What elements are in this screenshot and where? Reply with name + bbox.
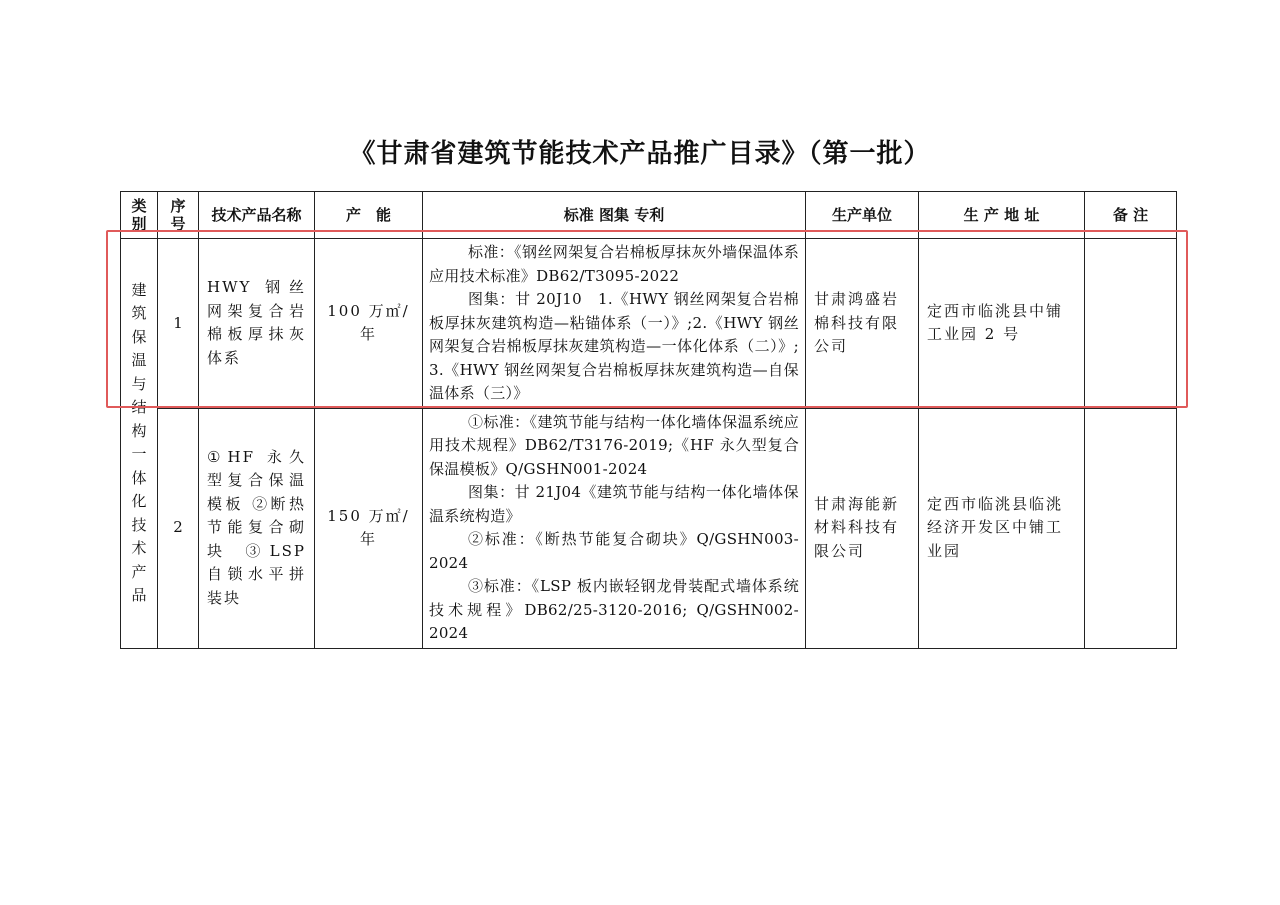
- row-standards: [423, 239, 806, 409]
- header-address: 生 产 地 址: [919, 192, 1085, 239]
- table-header-row: [121, 192, 1177, 239]
- header-category: 类别: [121, 192, 158, 239]
- standard-line: 图集：甘 20J10 1.《HWY 钢丝网架复合岩棉板厚抹灰建筑构造—粘锚体系（一）》;2.《HWY 钢丝网架复合岩棉板厚抹灰建筑构造—一体化体系（二）》; 3.《HWY 钢丝网架复合岩棉板厚抹灰建筑构造—自保温体系（三）》: [429, 290, 799, 402]
- row-address: 定西市临洮县中铺工业园 2 号: [919, 239, 1085, 409]
- row-seq: 2: [158, 408, 199, 648]
- standard-line: ①标准：《建筑节能与结构一体化墙体保温系统应用技术规程》DB62/T3176-2019;《HF 永久型复合保温模板》Q/GSHN001-2024: [429, 412, 799, 478]
- row-notes: [1085, 239, 1177, 409]
- header-manufacturer: 生产单位: [806, 192, 919, 239]
- category-cell: [121, 239, 158, 649]
- row-seq: 1: [158, 239, 199, 409]
- table-row: [121, 239, 1177, 409]
- standard-line: 图集：甘 21J04《建筑节能与结构一体化墙体保温系统构造》: [429, 483, 799, 525]
- row-address: 定西市临洮县临洮经济开发区中铺工业园: [919, 408, 1085, 648]
- product-catalog-table: [120, 191, 1177, 649]
- table-row: [121, 408, 1177, 648]
- category-label: 建筑保温与结构一体化技术产品: [131, 280, 147, 605]
- row-manufacturer: 甘肃海能新材料科技有限公司: [806, 408, 919, 648]
- standard-line: ③标准：《LSP 板内嵌轻钢龙骨装配式墙体系统技术规程》DB62/25-3120-2016; Q/GSHN002-2024: [429, 577, 799, 642]
- row-manufacturer: 甘肃鸿盛岩棉科技有限公司: [806, 239, 919, 409]
- row-product-name: HWY 钢丝网架复合岩棉板厚抹灰体系: [199, 239, 315, 409]
- row-standards: [423, 408, 806, 648]
- row-notes: [1085, 408, 1177, 648]
- header-product-name: 技术产品名称: [199, 192, 315, 239]
- standard-line: 标准：《钢丝网架复合岩棉板厚抹灰外墙保温体系应用技术标准》DB62/T3095-2022: [429, 243, 799, 285]
- header-capacity: 产 能: [315, 192, 423, 239]
- page-title: 《甘肃省建筑节能技术产品推广目录》（第一批）: [349, 139, 931, 169]
- header-notes: 备 注: [1085, 192, 1177, 239]
- row-product-name: ①HF 永久型复合保温模板 ②断热节能复合砌块 ③LSP 自锁水平拼装块: [199, 408, 315, 648]
- header-seq: 序号: [158, 192, 199, 239]
- row-capacity: 150 万㎡/年: [315, 408, 423, 648]
- header-standards: 标准 图集 专利: [423, 192, 806, 239]
- standard-line: ②标准：《断热节能复合砌块》Q/GSHN003-2024: [429, 530, 799, 572]
- row-capacity: 100 万㎡/年: [315, 239, 423, 409]
